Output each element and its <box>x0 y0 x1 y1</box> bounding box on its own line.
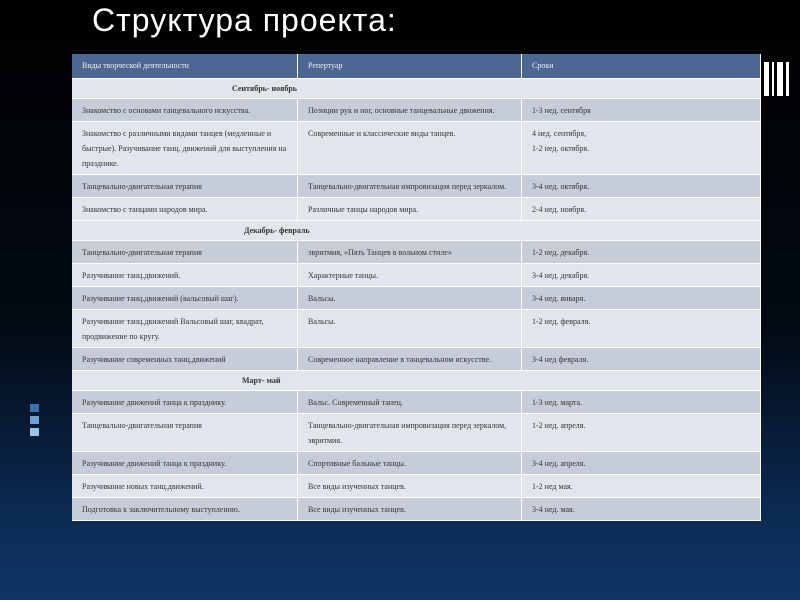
cell-repertoire: Характерные танцы. <box>298 264 522 287</box>
cell-dates: 1-2 нед мая. <box>522 475 761 498</box>
cell-activity: Разучивание движений танца к празднику. <box>72 452 298 475</box>
cell-repertoire: Танцевально-двигательная импровизация перед зеркалом. <box>298 175 522 198</box>
cell-activity: Разучивание новых танц.движений. <box>72 475 298 498</box>
section-row <box>72 371 761 391</box>
table-row <box>72 264 761 287</box>
header-repertoire: Репертуар <box>298 54 522 79</box>
table-row <box>72 175 761 198</box>
table-row <box>72 198 761 221</box>
cell-activity: Разучивание движений танца к празднику. <box>72 391 298 414</box>
cell-dates: 4 нед. сентября, 1-2 нед. октября. <box>522 122 761 175</box>
decorative-square <box>30 428 39 436</box>
slide-title: Структура проекта: <box>92 2 397 38</box>
project-structure-table <box>72 54 749 521</box>
cell-activity: Танцевально-двигательная терапия <box>72 414 298 452</box>
cell-repertoire: Вальсы. <box>298 287 522 310</box>
cell-repertoire: Все виды изученных танцев. <box>298 475 522 498</box>
table-row <box>72 348 761 371</box>
table-row <box>72 452 761 475</box>
cell-activity: Подготовка к заключительному выступлению. <box>72 498 298 521</box>
cell-repertoire: Современные и классические виды танцев. <box>298 122 522 175</box>
cell-dates: 3-4 нед. октября. <box>522 175 761 198</box>
cell-dates: 1-3 нед. сентября <box>522 99 761 122</box>
cell-dates: 2-4 нед. ноября. <box>522 198 761 221</box>
table-row <box>72 99 761 122</box>
table-row <box>72 475 761 498</box>
cell-dates: 3-4 нед февраля. <box>522 348 761 371</box>
cell-dates: 3-4 нед. января. <box>522 287 761 310</box>
header-dates: Сроки <box>522 54 761 79</box>
cell-repertoire: Все виды изученных танцев. <box>298 498 522 521</box>
cell-dates: 1-2 нед. декабря. <box>522 241 761 264</box>
table-row <box>72 122 761 175</box>
cell-repertoire: Современное направление в танцевальном искусстве. <box>298 348 522 371</box>
table-row <box>72 310 761 348</box>
cell-repertoire: Танцевально-двигательная импровизация перед зеркалом, эвритмия. <box>298 414 522 452</box>
table-row <box>72 391 761 414</box>
cell-activity: Разучивание танц.движений Вальсовый шаг, квадрат, продвижение по кругу. <box>72 310 298 348</box>
cell-activity: Знакомство с основами танцевального искусства. <box>72 99 298 122</box>
cell-activity: Знакомство с различными видами танцев (медленные и быстрые). Разучивание танц. движений для выступления на празднике. <box>72 122 298 175</box>
section-row <box>72 221 761 241</box>
cell-dates: 1-2 нед. февраля. <box>522 310 761 348</box>
header-activity: Виды творческой деятельности <box>72 54 298 79</box>
decorative-square <box>30 404 39 412</box>
cell-activity: Знакомство с танцами народов мира. <box>72 198 298 221</box>
table-header-row <box>72 54 761 79</box>
cell-repertoire: Позиции рук и ног, основные танцевальные движения. <box>298 99 522 122</box>
section-label: Сентябрь- ноябрь <box>72 79 761 99</box>
cell-repertoire: эвритмия, «Пять Танцев в вольном стиле» <box>298 241 522 264</box>
table-row <box>72 241 761 264</box>
cell-activity: Танцевально-двигательная терапия <box>72 175 298 198</box>
cell-repertoire: Вальс. Современный танец. <box>298 391 522 414</box>
table-row <box>72 287 761 310</box>
cell-dates: 3-4 нед. декабря. <box>522 264 761 287</box>
cell-activity: Разучивание танц.движений. <box>72 264 298 287</box>
cell-repertoire: Спортивные бальные танцы. <box>298 452 522 475</box>
table-row <box>72 498 761 521</box>
section-row <box>72 79 761 99</box>
section-label: Март- май <box>72 371 761 391</box>
cell-activity: Разучивание танц.движений (вальсовый шаг). <box>72 287 298 310</box>
cell-dates: 3-4 нед. мая. <box>522 498 761 521</box>
section-label: Декабрь- февраль <box>72 221 761 241</box>
cell-repertoire: Различные танцы народов мира. <box>298 198 522 221</box>
cell-activity: Танцевально-двигательная терапия <box>72 241 298 264</box>
table-row <box>72 414 761 452</box>
cell-dates: 3-4 нед. апреля. <box>522 452 761 475</box>
cell-activity: Разучивание современных танц.движений <box>72 348 298 371</box>
cell-repertoire: Вальсы. <box>298 310 522 348</box>
cell-dates: 1-2 нед. апреля. <box>522 414 761 452</box>
cell-dates: 1-3 нед. марта. <box>522 391 761 414</box>
decorative-square <box>30 416 39 424</box>
